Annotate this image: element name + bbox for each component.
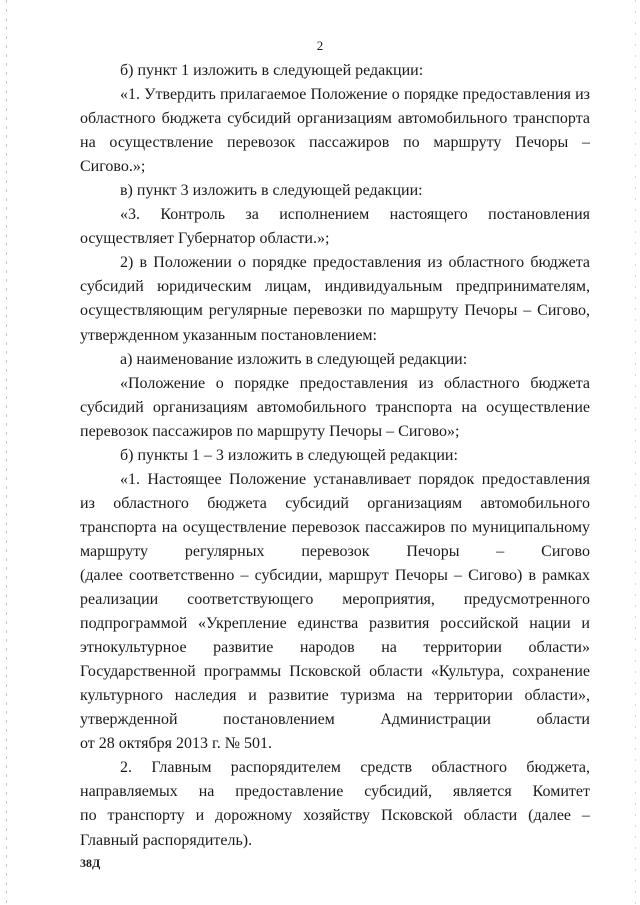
document-body <box>80 59 590 853</box>
text-line: осуществляет Губернатор области.»; <box>80 230 330 248</box>
text-line: а) наименование изложить в следующей редакции: <box>120 350 468 368</box>
text-line: от 28 октября 2013 г. № 501. <box>80 735 273 753</box>
text-line: (далее соответственно – субсидии, маршрут Печоры – Сигово) в рамках <box>80 566 590 584</box>
text-line: областного бюджета субсидий организациям автомобильного транспорта <box>80 110 590 128</box>
text-line: «1. Настоящее Положение устанавливает порядок предоставления <box>120 470 590 488</box>
text-line: утвержденной постановлением Администрации области <box>80 711 590 729</box>
text-line: Государственной программы Псковской области «Культура, сохранение <box>80 663 590 681</box>
text-line: Главный распорядитель). <box>80 831 253 849</box>
text-line: б) пункт 1 изложить в следующей редакции: <box>120 62 424 79</box>
text-line: субсидий юридическим лицам, индивидуальным предпринимателям, <box>80 278 590 296</box>
text-line: перевозок пассажиров по маршруту Печоры – Сигово»; <box>80 422 460 440</box>
text-line: б) пункты 1 – 3 изложить в следующей редакции: <box>120 446 458 464</box>
text-line: на осуществление перевозок пассажиров по маршруту Печоры – <box>80 134 590 152</box>
text-line: Сигово.»; <box>80 158 146 176</box>
text-line: утвержденном указанным постановлением: <box>80 326 377 344</box>
text-line: направляемых на предоставление субсидий, является Комитет <box>80 783 590 801</box>
text-line: по транспорту и дорожному хозяйству Псковской области (далее – <box>80 807 590 825</box>
text-line: транспорта на осуществление перевозок пассажиров по муниципальному <box>80 518 590 536</box>
text-line: «Положение о порядке предоставления из областного бюджета <box>120 374 590 392</box>
text-line: 2. Главным распорядителем средств областного бюджета, <box>120 759 590 777</box>
scan-edge-right <box>635 0 636 905</box>
text-line: реализации соответствующего мероприятия, предусмотренного <box>80 591 590 609</box>
text-line: осуществляющим регулярные перевозки по маршруту Печоры – Сигово, <box>80 302 590 320</box>
text-line: маршруту регулярных перевозок Печоры – Сигово <box>80 542 590 560</box>
text-line: культурного наследия и развитие туризма на территории области», <box>80 687 590 705</box>
text-line: 2) в Положении о порядке предоставления из областного бюджета <box>120 254 590 272</box>
page-number: 2 <box>316 38 324 53</box>
scan-edge-left <box>6 0 7 905</box>
text-line: из областного бюджета субсидий организациям автомобильного <box>80 494 590 512</box>
text-line: «1. Утвердить прилагаемое Положение о порядке предоставления из <box>120 86 590 104</box>
text-line: этнокультурное развитие народов на территории области» <box>80 639 590 657</box>
text-line: субсидий организациям автомобильного транспорта на осуществление <box>80 398 590 416</box>
footer-code: 38Д <box>80 856 101 870</box>
text-line: в) пункт 3 изложить в следующей редакции: <box>120 182 423 200</box>
text-line: подпрограммой «Укрепление единства развития российской нации и <box>80 615 590 633</box>
text-line: «3. Контроль за исполнением настоящего постановления <box>120 206 590 224</box>
